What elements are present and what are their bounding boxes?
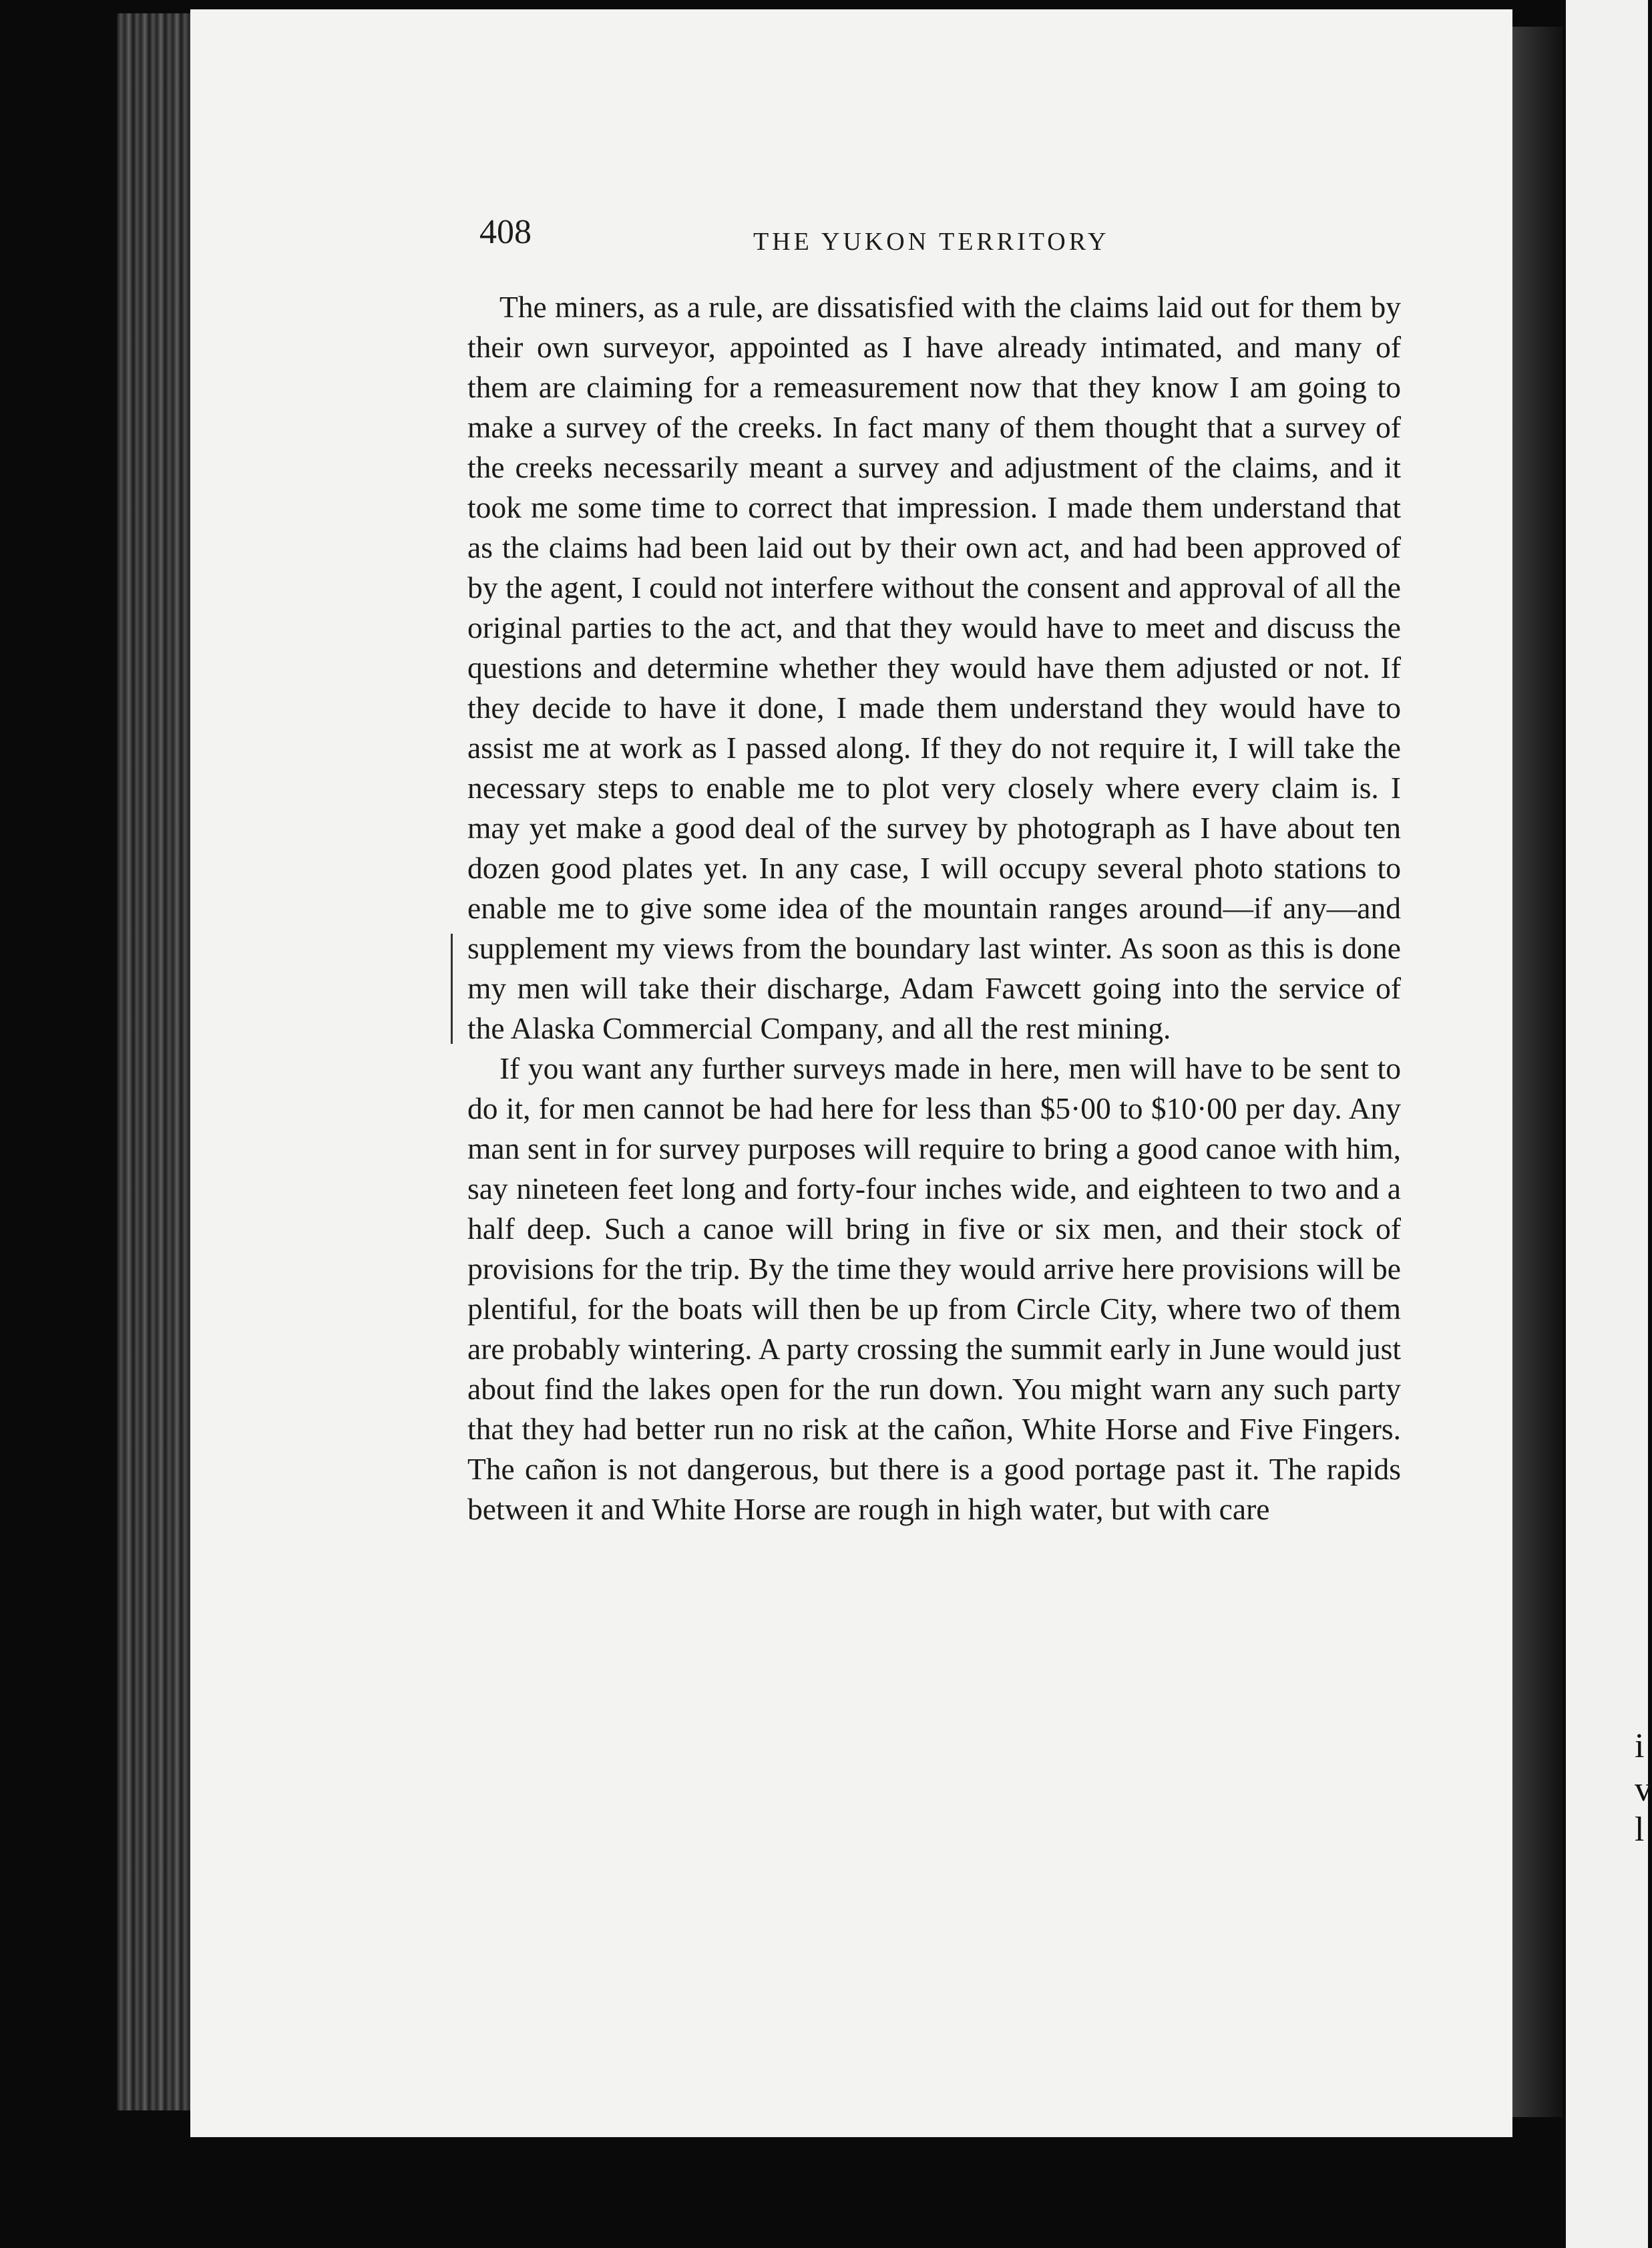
facing-page-edge [1566, 0, 1648, 2248]
page-number: 408 [479, 213, 532, 251]
facing-page-fragment: l [1635, 1811, 1645, 1849]
book-spine-edge [117, 13, 190, 2110]
running-head: THE YUKON TERRITORY [753, 228, 1110, 256]
page-body [467, 287, 1401, 1529]
paragraph: The miners, as a rule, are dissatisfied with the claims laid out for them by their own surveyor, appointed as I have already intimated, and many of them are claiming for a remeasurement now that they know I am going to make a survey of the creeks. In fact many of them thought that a survey of the creeks necessarily meant a survey and adjustment of the claims, and it took me some time to correct that impression. I made them understand that as the claims had been laid out by their own act, and had been approved of by the agent, I could not interfere without the consent and approval of all the original parties to the act, and that they would have to meet and discuss the questions and determine whether they would have them adjusted or not. If they decide to have it done, I made them understand they would have to assist me at work as I passed along. If they do not require it, I will take the necessary steps to enable me to plot very closely where every claim is. I may yet make a good deal of the survey by photograph as I have about ten dozen good plates yet. In any case, I will occupy several photo stations to enable me to give some idea of the mountain ranges around—if any—and supplement my views from the boundary last winter. As soon as this is done my men will take their discharge, Adam Fawcett going into the service of the Alaska Commercial Company, and all the rest mining. [467, 290, 1401, 1045]
facing-page-fragment: v [1635, 1770, 1652, 1809]
facing-page-fragment: i [1635, 1727, 1645, 1765]
paragraph: If you want any further surveys made in here, men will have to be sent to do it, for men cannot be had here for less than $5·00 to $10·00 per day. Any man sent in for survey purposes will require to bring a good canoe with him, say nineteen feet long and forty-four inches wide, and eighteen to two and a half deep. Such a canoe will bring in five or six men, and their stock of provisions for the trip. By the time they would arrive here provisions will be plentiful, for the boats will then be up from Circle City, where two of them are probably wintering. A party crossing the summit early in June would just about find the lakes open for the run down. You might warn any such party that they had better run no risk at the cañon, White Horse and Five Fingers. The cañon is not dangerous, but there is a good portage past it. The rapids between it and White Horse are rough in high water, but with care [467, 1051, 1401, 1526]
margin-pencil-mark [451, 934, 453, 1044]
page-gutter-shadow [1512, 27, 1563, 2117]
